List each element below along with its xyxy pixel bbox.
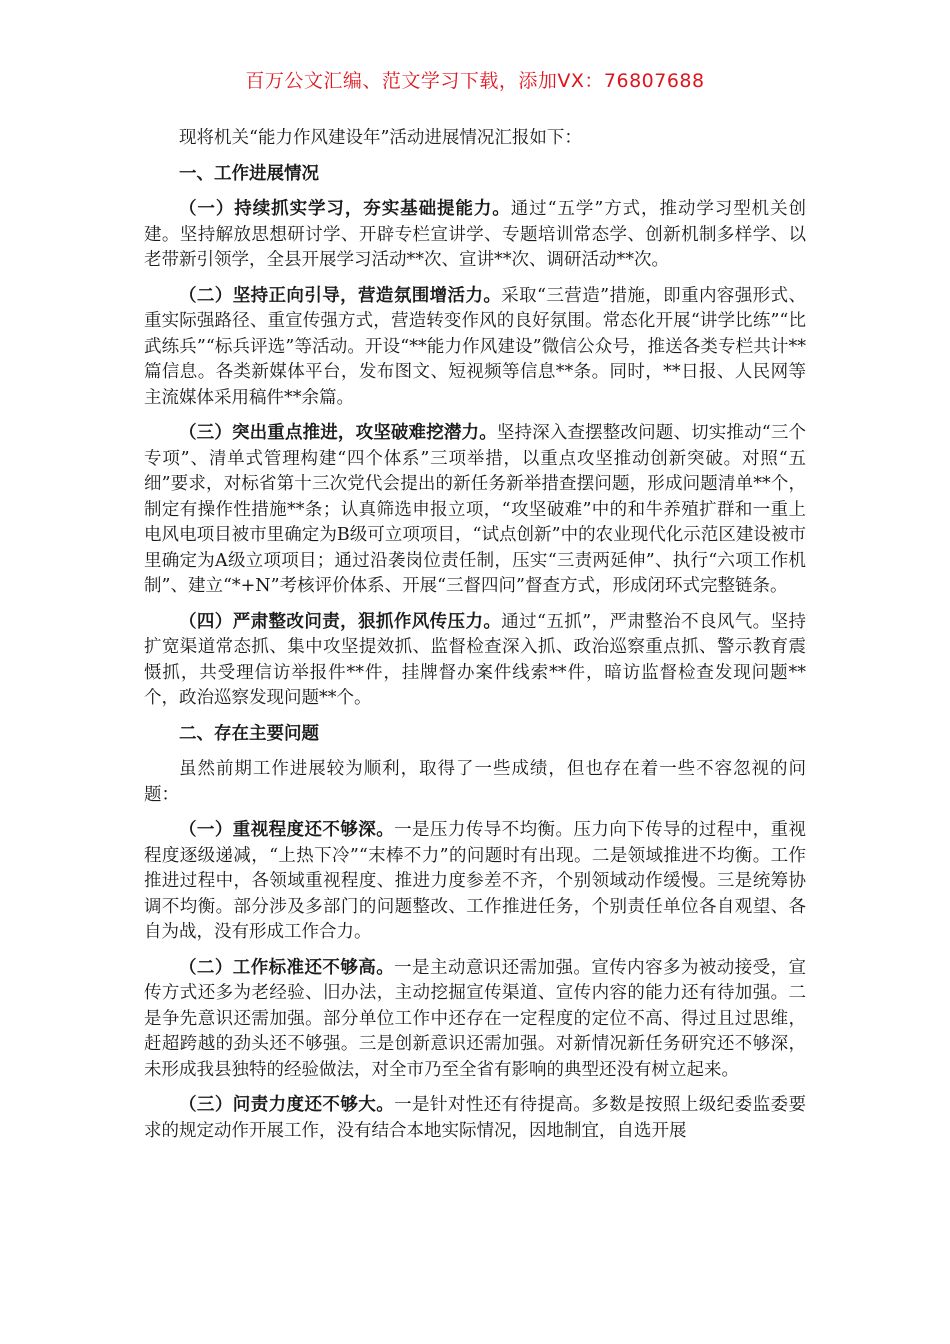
section-2-heading: 二、存在主要问题	[179, 723, 319, 744]
section-2-item-2	[144, 956, 806, 1084]
section-2-intro: 虽然前期工作进展较为顺利，取得了一些成绩，但也存在着一些不容忽视的问题：	[144, 759, 806, 805]
item-body: 通过“五学”方式，推动学习型机关创建。坚持解放思想研讨学、开辟专栏宣讲学、专题培训常态学、创新机制多样学、以老带新引领学，全县开展学习活动**次、宣讲**次、调研活动**次。	[144, 199, 806, 270]
section-1-item-2	[144, 284, 806, 412]
item-lead: （一）持续抓实学习，夯实基础提能力。	[179, 199, 511, 219]
item-body: 坚持深入查摆整改问题、切实推动“三个专项”、清单式管理构建“四个体系”三项举措，以重点攻坚推动创新突破。对照“五细”要求，对标省第十三次党代会提出的新任务新举措查摆问题，形成问题清单**个，制定有操作性措施**条；认真筛选申报立项，“攻坚破难”中的和牛养殖扩群和一重上电风电项目被市里确定为B级可立项项目，“试点创新”中的农业现代化示范区建设被市里确定为A级立项项目；通过沿袭岗位责任制，压实“三责两延伸”、执行“六项工作机制”、建立“*+N”考核评价体系、开展“三督四问”督查方式，形成闭环式完整链条。	[144, 423, 806, 596]
item-lead: （四）严肃整改问责，狠抓作风传压力。	[179, 611, 502, 632]
item-lead: （一）重视程度还不够深。	[179, 820, 395, 840]
section-1-item-4	[144, 610, 806, 712]
section-1-heading: 一、工作进展情况	[179, 163, 319, 184]
section-1-item-1	[144, 197, 806, 274]
item-body: 一是压力传导不均衡。压力向下传导的过程中，重视程度逐级递减，“上热下冷”“末棒不力”的问题时有出现。二是领域推进不均衡。工作推进过程中，各领域重视程度、推进力度参差不齐，个别领域动作缓慢。三是统筹协调不均衡。部分涉及多部门的问题整改、工作推进任务，个别责任单位各自观望、各自为战，没有形成工作合力。	[144, 820, 807, 942]
section-2-item-1	[144, 818, 806, 946]
item-body: 采取“三营造”措施，即重内容强形式、重实际强路径、重宣传强方式，营造转变作风的良好氛围。常态化开展“讲学比练”“比武练兵”“标兵评选”等活动。开设“**能力作风建设”微信公众号，推送各类专栏共计**篇信息。各类新媒体平台，发布图文、短视频等信息**条。同时，**日报、人民网等主流媒体采用稿件**余篇。	[144, 285, 806, 408]
watermark-banner: 百万公文汇编、范文学习下载，添加VX：76807688	[245, 70, 705, 92]
item-lead: （二）坚持正向引导，营造氛围增活力。	[179, 285, 502, 306]
intro-paragraph: 现将机关“能力作风建设年”活动进展情况汇报如下：	[179, 128, 582, 148]
document-body	[144, 126, 806, 1154]
section-2-item-3	[144, 1093, 806, 1144]
section-1-item-3	[144, 421, 806, 600]
item-lead: （三）问责力度还不够大。	[179, 1095, 395, 1115]
item-body: 一是主动意识还需加强。宣传内容多为被动接受，宣传方式还多为老经验、旧办法，主动挖掘宣传渠道、宣传内容的能力还有待加强。二是争先意识还需加强。部分单位工作中还存在一定程度的定位不高、得过且过思维，赶超跨越的劲头还不够强。三是创新意识还需加强。对新情况新任务研究还不够深，未形成我县独特的经验做法，对全市乃至全省有影响的典型还没有树立起来。	[144, 957, 807, 1080]
item-lead: （三）突出重点推进，攻坚破难挖潜力。	[179, 423, 497, 443]
item-lead: （二）工作标准还不够高。	[179, 957, 395, 978]
item-body: 一是针对性还有待提高。多数是按照上级纪委监委要求的规定动作开展工作，没有结合本地实际情况，因地制宜，自选开展	[144, 1095, 807, 1141]
item-body: 通过“五抓”，严肃整治不良风气。坚持扩宽渠道常态抓、集中攻坚提效抓、监督检查深入抓、政治巡察重点抓、警示教育震慑抓，共受理信访举报件**件，挂牌督办案件线索**件，暗访监督检查发现问题**个，政治巡察发现问题**个。	[144, 611, 806, 708]
